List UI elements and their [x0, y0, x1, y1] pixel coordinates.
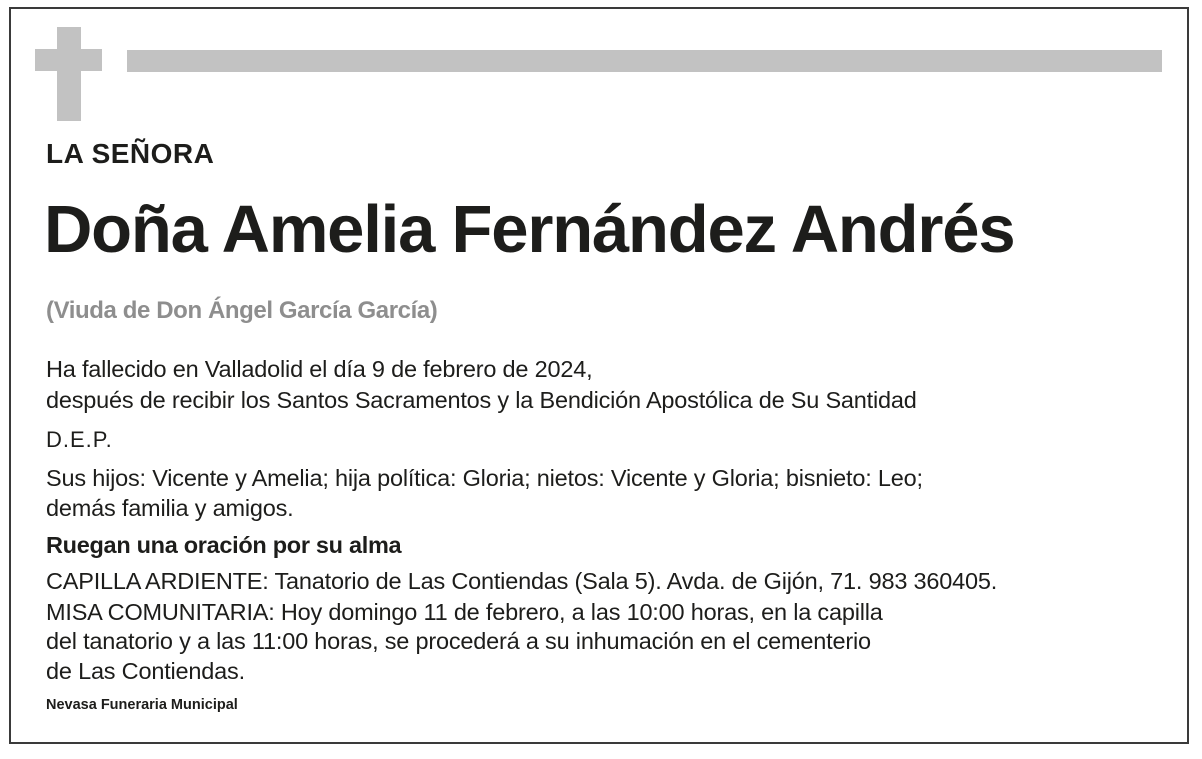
header-rule: [127, 50, 1162, 72]
ceremony-line: MISA COMUNITARIA: Hoy domingo 11 de febrero, a las 10:00 horas, en la capilla: [46, 599, 883, 625]
death-line: después de recibir los Santos Sacramentos y la Bendición Apostólica de Su Santidad: [46, 387, 917, 413]
cross-icon: [57, 27, 81, 121]
funeral-home: Nevasa Funeraria Municipal: [46, 697, 238, 713]
ceremony-line: CAPILLA ARDIENTE: Tanatorio de Las Contiendas (Sala 5). Avda. de Gijón, 71. 983 360405.: [46, 568, 998, 594]
family-line: Sus hijos: Vicente y Amelia; hija política: Gloria; nietos: Vicente y Gloria; bisnieto: Leo;: [46, 465, 923, 491]
rip-label: D.E.P.: [46, 427, 113, 452]
widow-of: (Viuda de Don Ángel García García): [46, 297, 438, 324]
death-line: Ha fallecido en Valladolid el día 9 de febrero de 2024,: [46, 356, 593, 382]
deceased-name: Doña Amelia Fernández Andrés: [44, 192, 1015, 267]
prayer-request: Ruegan una oración por su alma: [46, 532, 402, 558]
ceremony-line: del tanatorio y a las 11:00 horas, se procederá a su inhumación en el cementerio: [46, 628, 871, 654]
family-line: demás familia y amigos.: [46, 495, 294, 521]
honorific: LA SEÑORA: [46, 138, 215, 169]
ceremony-line: de Las Contiendas.: [46, 658, 245, 684]
cross-icon-arm: [35, 49, 102, 71]
